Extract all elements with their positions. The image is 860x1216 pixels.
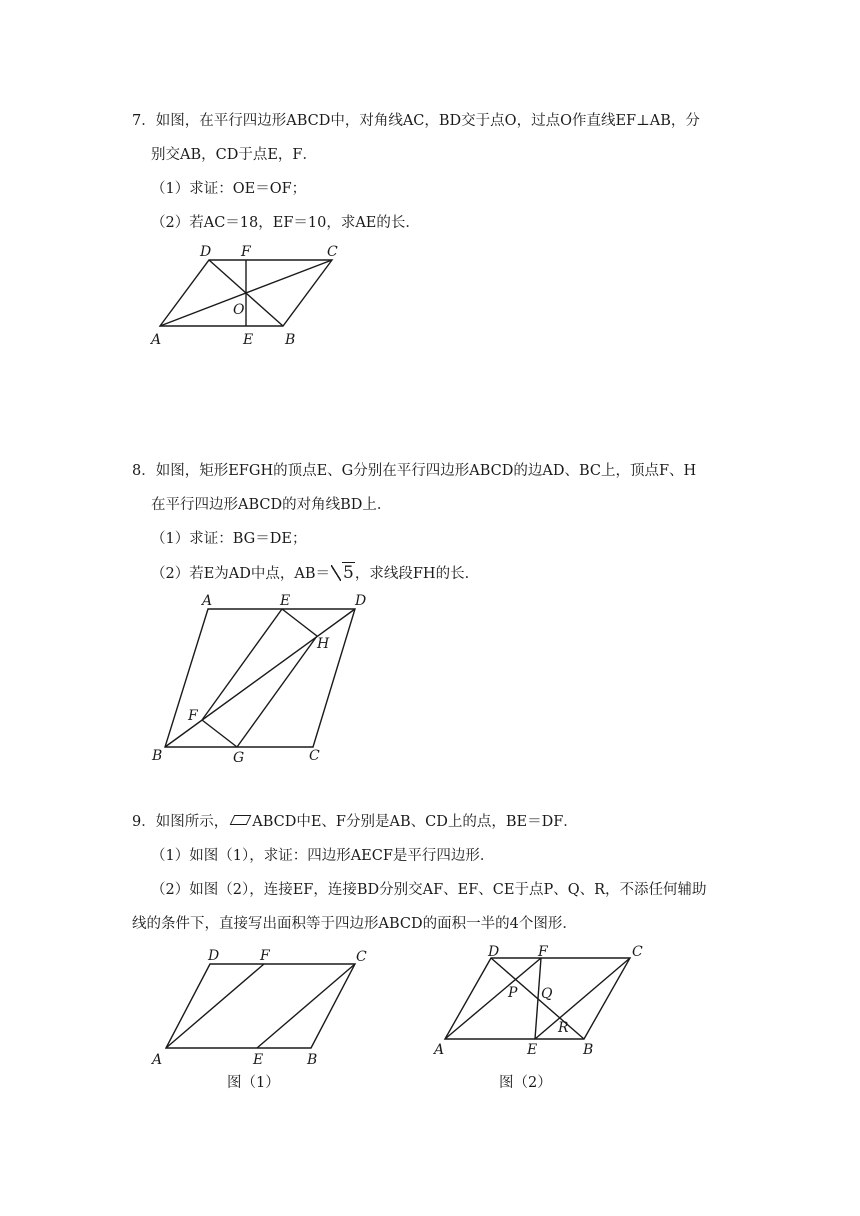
q7-label-o: O: [233, 302, 245, 318]
q8-segment-eh: [282, 609, 317, 636]
q8-sqrt-radicand: 5: [343, 563, 354, 583]
q7-label-b: B: [285, 332, 296, 348]
q8-label-d: D: [355, 593, 367, 609]
fig1-segment-af: [166, 964, 264, 1048]
q8-label-g: G: [233, 750, 245, 766]
fig1-label-e: E: [253, 1052, 264, 1068]
q7-label-c: C: [327, 244, 338, 260]
q8-label-h: H: [317, 636, 330, 652]
fig2-label-b: B: [583, 1042, 594, 1058]
q9-line1-post: ABCD中E、F分别是AB、CD上的点，BE＝DF．: [252, 814, 578, 830]
q7-label-f: F: [241, 244, 251, 260]
fig2-caption: 图（2）: [499, 1075, 552, 1091]
q7-part1: （1）求证：OE＝OF；: [151, 181, 307, 197]
q8-label-c: C: [309, 748, 320, 764]
q7-line1: 7．如图，在平行四边形ABCD中，对角线AC，BD交于点O，过点O作直线EF⊥AB，分: [132, 113, 700, 129]
q7-figure: [148, 240, 368, 350]
fig2-label-c: C: [632, 944, 643, 960]
q7-label-a: A: [151, 332, 162, 348]
q8-part2-post: ，求线段FH的长．: [354, 566, 480, 582]
fig1-label-c: C: [356, 949, 367, 965]
q8-label-e: E: [280, 593, 291, 609]
q7-part2: （2）若AC＝18，EF＝10，求AE的长．: [151, 215, 420, 231]
q9-line1: [132, 812, 578, 832]
q9-part1: （1）如图（1），求证：四边形AECF是平行四边形．: [151, 848, 495, 864]
fig2-label-f: F: [538, 944, 548, 960]
q8-segment-ef: [202, 609, 282, 720]
sqrt-symbol: [331, 563, 355, 584]
q9-line1-pre: 9．如图所示，: [132, 814, 229, 830]
q9-figure1: [148, 942, 378, 1067]
fig1-label-b: B: [307, 1052, 318, 1068]
q7-line2: 别交AB，CD于点E，F．: [151, 147, 317, 163]
q8-line2: 在平行四边形ABCD的对角线BD上．: [151, 497, 392, 513]
fig2-label-a: A: [434, 1042, 445, 1058]
fig1-caption: 图（1）: [227, 1075, 280, 1091]
fig1-segment-ec: [257, 964, 355, 1048]
fig1-label-a: A: [152, 1052, 163, 1068]
fig2-label-p: P: [508, 985, 518, 1001]
q8-part2-pre: （2）若E为AD中点，AB＝: [151, 566, 331, 582]
q8-figure: [150, 592, 380, 772]
q8-part2: [151, 563, 479, 584]
q8-segment-gh: [237, 636, 317, 747]
q7-label-d: D: [200, 244, 212, 260]
q8-diagonal-bd: [165, 609, 355, 747]
fig2-label-e: E: [527, 1042, 538, 1058]
q8-label-b: B: [152, 748, 163, 764]
fig2-segment-af: [445, 958, 541, 1039]
q8-label-a: A: [202, 593, 213, 609]
q9-figure2: [430, 938, 660, 1063]
q7-label-e: E: [243, 332, 254, 348]
q8-label-f: F: [188, 708, 198, 724]
parallelogram-symbol-icon: [230, 815, 252, 825]
fig1-label-d: D: [208, 948, 220, 964]
q8-segment-fg: [202, 720, 237, 747]
q9-part2-line2: 线的条件下，直接写出面积等于四边形ABCD的面积一半的4个图形．: [132, 916, 577, 932]
fig2-label-d: D: [488, 944, 500, 960]
fig2-label-q: Q: [541, 986, 553, 1002]
fig1-parallelogram-abcd: [166, 964, 355, 1048]
fig1-label-f: F: [260, 948, 270, 964]
q8-line1: 8．如图，矩形EFGH的顶点E、G分别在平行四边形ABCD的边AD、BC上，顶点F、H: [132, 463, 697, 479]
fig2-label-r: R: [558, 1020, 569, 1036]
q9-part2-line1: （2）如图（2），连接EF，连接BD分别交AF、EF、CE于点P、Q、R，不添任何辅助: [151, 882, 707, 898]
fig2-diagonal-bd: [491, 958, 584, 1039]
q8-part1: （1）求证：BG＝DE；: [151, 531, 307, 547]
